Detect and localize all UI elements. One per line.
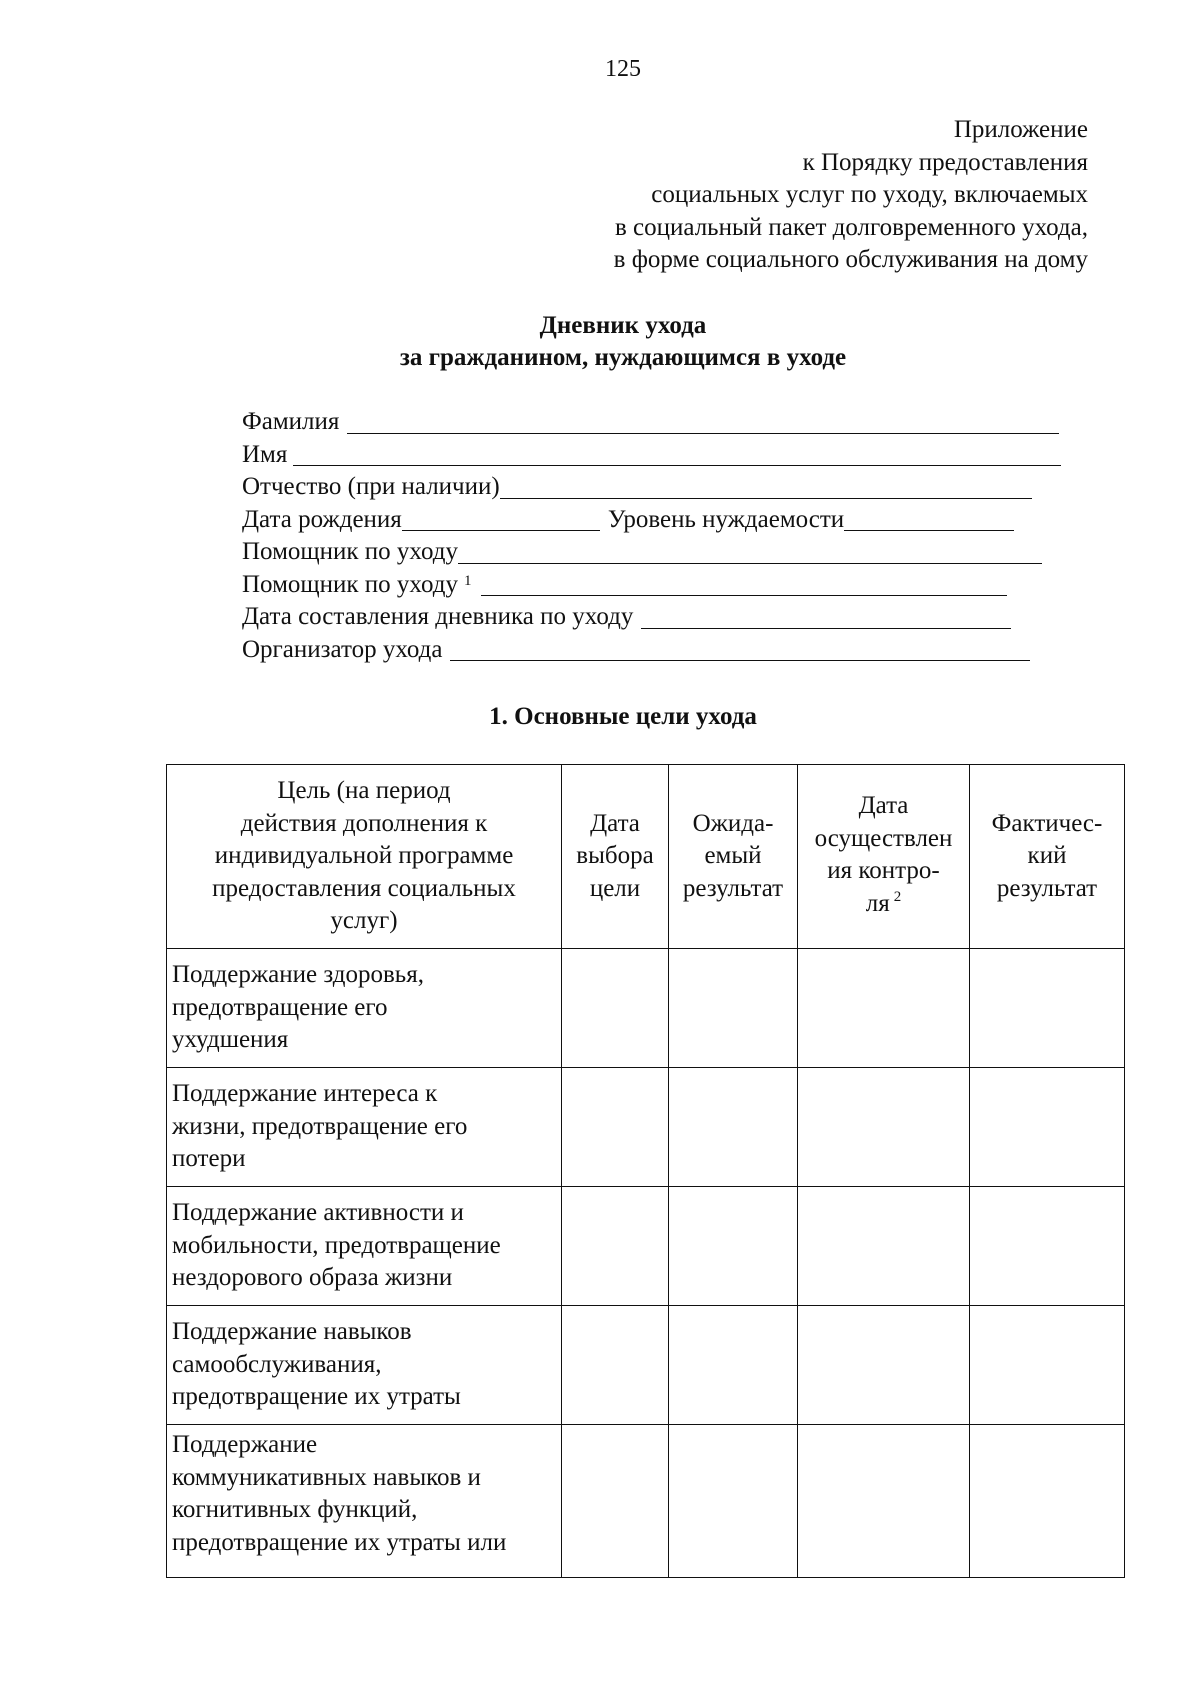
header-control-date-text: ля bbox=[865, 889, 890, 917]
goal-cell bbox=[167, 1187, 562, 1306]
header-expected-result-line: емый bbox=[704, 842, 762, 870]
goal-cell bbox=[167, 949, 562, 1068]
header-expected-result bbox=[669, 765, 798, 949]
appendix-line: в социальный пакет долговременного ухода, bbox=[614, 213, 1088, 241]
expected-result-cell[interactable] bbox=[669, 1306, 798, 1425]
selection-date-cell[interactable] bbox=[562, 949, 669, 1068]
birth-date-label: Дата рождения bbox=[242, 505, 402, 533]
appendix-line: в форме социального обслуживания на дому bbox=[613, 246, 1088, 273]
goal-line: предотвращение его bbox=[172, 993, 388, 1021]
header-control-date-line bbox=[798, 888, 969, 924]
header-goal-line: Цель (на период bbox=[277, 777, 451, 805]
goal-cell bbox=[167, 1068, 562, 1187]
goal-line: коммуникативных навыков и bbox=[172, 1463, 481, 1491]
care-assistant-2-label: Помощник по уходу bbox=[242, 570, 458, 598]
goal-cell bbox=[167, 1306, 562, 1425]
goal-line: Поддержание здоровья, bbox=[172, 961, 424, 989]
selection-date-cell[interactable] bbox=[562, 1306, 669, 1425]
diary-date-row bbox=[242, 601, 1061, 634]
patronymic-row bbox=[242, 471, 1061, 504]
selection-date-cell[interactable] bbox=[562, 1068, 669, 1187]
care-assistant-2-blank[interactable] bbox=[481, 571, 1007, 596]
actual-result-cell[interactable] bbox=[970, 1187, 1125, 1306]
appendix-line: к Порядку предоставления bbox=[802, 148, 1088, 176]
header-control-date-line: осуществлен bbox=[814, 824, 953, 852]
goal-line: Поддержание навыков bbox=[172, 1318, 412, 1346]
header-goal-line: действия дополнения к bbox=[240, 809, 488, 837]
header-actual-result-line: Фактичес- bbox=[991, 809, 1103, 837]
actual-result-cell[interactable] bbox=[970, 1425, 1125, 1578]
header-goal-line: услуг) bbox=[330, 907, 398, 935]
footnote-mark-1: 1 bbox=[463, 572, 472, 589]
goal-line: нездорового образа жизни bbox=[172, 1264, 453, 1292]
goal-line: предотвращение их утраты или bbox=[172, 1528, 507, 1556]
goal-line: мобильности, предотвращение bbox=[172, 1231, 501, 1259]
diary-date-blank[interactable] bbox=[641, 604, 1011, 629]
section-title: 1. Основные цели ухода bbox=[489, 703, 757, 730]
care-assistant-2-row bbox=[242, 569, 1061, 602]
goal-line: ухудшения bbox=[172, 1026, 289, 1054]
diary-date-label: Дата составления дневника по уходу bbox=[242, 603, 634, 630]
appendix-line: социальных услуг по уходу, включаемых bbox=[651, 181, 1088, 208]
table-row bbox=[167, 949, 1125, 1068]
goal-line: самообслуживания, bbox=[172, 1350, 382, 1378]
header-control-date-line: Дата bbox=[858, 792, 909, 819]
expected-result-cell[interactable] bbox=[669, 1425, 798, 1578]
goal-line: Поддержание активности и bbox=[172, 1199, 464, 1227]
care-organizer-label: Организатор ухода bbox=[242, 635, 443, 663]
document-title bbox=[0, 310, 1200, 374]
control-date-cell[interactable] bbox=[798, 1306, 970, 1425]
need-level-label: Уровень нуждаемости bbox=[607, 505, 845, 533]
surname-label: Фамилия bbox=[242, 408, 340, 435]
expected-result-cell[interactable] bbox=[669, 1187, 798, 1306]
care-assistant-label: Помощник по уходу bbox=[242, 538, 458, 565]
header-expected-result-line: результат bbox=[682, 874, 784, 902]
table-row bbox=[167, 1068, 1125, 1187]
header-selection-date-line: Дата bbox=[590, 809, 640, 837]
header-selection-date-line: цели bbox=[589, 874, 641, 902]
care-organizer-row bbox=[242, 634, 1061, 667]
actual-result-cell[interactable] bbox=[970, 1068, 1125, 1187]
goal-cell bbox=[167, 1425, 562, 1578]
actual-result-cell[interactable] bbox=[970, 949, 1125, 1068]
header-selection-date-line: выбора bbox=[576, 842, 654, 870]
header-control-date-line: ия контро- bbox=[827, 857, 940, 884]
surname-blank[interactable] bbox=[347, 409, 1059, 434]
header-actual-result bbox=[970, 765, 1125, 949]
name-blank[interactable] bbox=[293, 441, 1061, 466]
selection-date-cell[interactable] bbox=[562, 1425, 669, 1578]
table-header-row bbox=[167, 765, 1125, 949]
page-number: 125 bbox=[605, 56, 641, 82]
control-date-cell[interactable] bbox=[798, 949, 970, 1068]
header-expected-result-line: Ожида- bbox=[692, 809, 774, 837]
care-organizer-blank[interactable] bbox=[450, 636, 1030, 661]
name-label: Имя bbox=[242, 440, 288, 468]
care-assistant-blank[interactable] bbox=[458, 539, 1042, 564]
expected-result-cell[interactable] bbox=[669, 949, 798, 1068]
header-goal-line: предоставления социальных bbox=[212, 874, 516, 902]
header-selection-date bbox=[562, 765, 669, 949]
selection-date-cell[interactable] bbox=[562, 1187, 669, 1306]
care-goals-table bbox=[166, 764, 1125, 1578]
actual-result-cell[interactable] bbox=[970, 1306, 1125, 1425]
header-goal bbox=[167, 765, 562, 949]
header-goal-line: индивидуальной программе bbox=[214, 842, 514, 870]
care-assistant-row bbox=[242, 536, 1061, 569]
header-actual-result-line: результат bbox=[996, 874, 1098, 902]
footnote-mark-2: 2 bbox=[893, 888, 902, 905]
table-row bbox=[167, 1187, 1125, 1306]
goal-line: жизни, предотвращение его bbox=[172, 1112, 468, 1140]
document-title-line1: Дневник ухода bbox=[539, 312, 707, 339]
goal-line: предотвращение их утраты bbox=[172, 1383, 461, 1411]
control-date-cell[interactable] bbox=[798, 1187, 970, 1306]
birth-date-blank[interactable] bbox=[402, 506, 600, 531]
patronymic-blank[interactable] bbox=[500, 474, 1032, 499]
goal-line: Поддержание интереса к bbox=[172, 1080, 438, 1108]
patronymic-label: Отчество (при наличии) bbox=[242, 473, 500, 500]
goal-line: потери bbox=[172, 1145, 246, 1173]
appendix-line: Приложение bbox=[953, 116, 1088, 143]
birth-date-row bbox=[242, 504, 1061, 537]
document-title-line2: за гражданином, нуждающимся в уходе bbox=[399, 344, 847, 371]
header-actual-result-line: кий bbox=[1027, 842, 1067, 870]
table-row bbox=[167, 1425, 1125, 1578]
surname-row bbox=[242, 406, 1061, 439]
expected-result-cell[interactable] bbox=[669, 1068, 798, 1187]
goal-line: когнитивных функций, bbox=[172, 1496, 418, 1523]
need-level-blank[interactable] bbox=[844, 506, 1014, 531]
personal-data-form bbox=[242, 406, 1061, 666]
control-date-cell[interactable] bbox=[798, 1068, 970, 1187]
name-row bbox=[242, 439, 1061, 472]
header-control-date bbox=[798, 765, 970, 949]
table-row bbox=[167, 1306, 1125, 1425]
goal-line: Поддержание bbox=[172, 1431, 318, 1458]
appendix-block bbox=[614, 114, 1088, 277]
control-date-cell[interactable] bbox=[798, 1425, 970, 1578]
